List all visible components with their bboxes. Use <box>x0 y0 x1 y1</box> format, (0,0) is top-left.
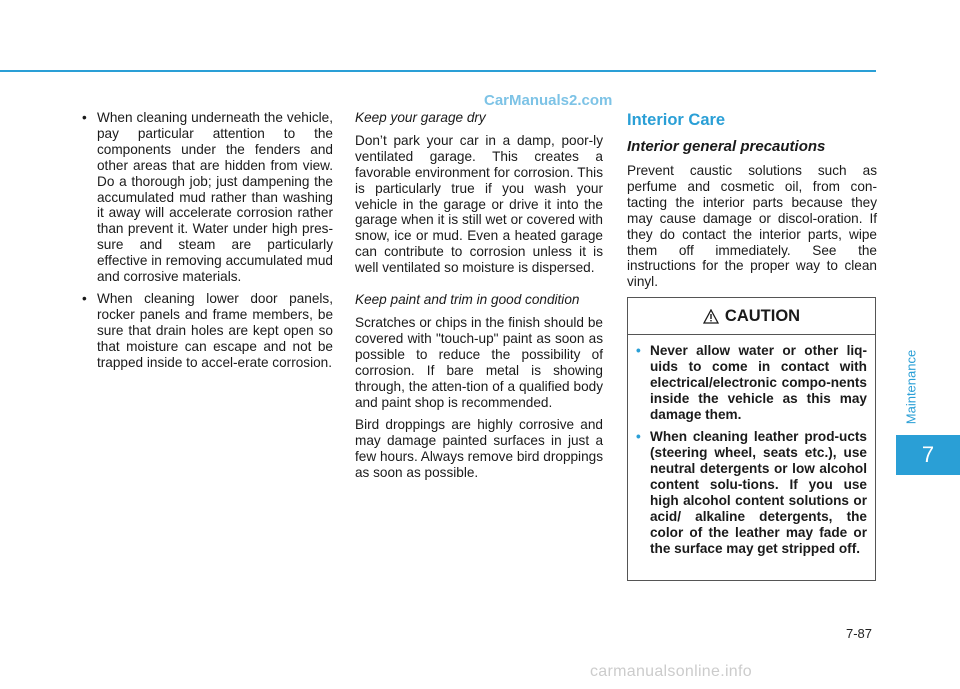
header-rule <box>0 70 876 72</box>
list-item: • When cleaning leather prod-ucts (steering wheel, seats etc.), use neutral detergents or low alcohol content solu-tions. If you use high alcohol content solutions or acid/ alkaline detergents, the color of the leather may fade or the surface may get stripped off. <box>636 429 867 556</box>
caution-box <box>627 297 876 581</box>
bullet-icon: • <box>636 429 641 444</box>
bullet-icon: • <box>82 290 87 306</box>
caution-title: CAUTION <box>724 306 801 325</box>
bullet-icon: • <box>636 343 641 358</box>
watermark-bottom: carmanualsonline.info <box>590 663 752 680</box>
column-middle <box>355 110 603 488</box>
section-subtitle: Interior general precautions <box>627 138 826 155</box>
section-title: Interior Care <box>627 111 726 129</box>
warning-triangle-icon <box>703 309 719 324</box>
paragraph: Don’t park your car in a damp, poor-ly ventilated garage. This creates a favorable environment for corrosion. This is particularly true if you wash your vehicle in the garage or drive it into the garage when it is still wet or covered with snow, ice or mud. Even a heated garage can contribute to corrosion unless it is well ventilated so moisture is dispersed. <box>355 132 603 276</box>
watermark-top: CarManuals2.com <box>484 92 613 109</box>
column-left <box>77 110 333 377</box>
list-item: • When cleaning underneath the vehicle, pay particular attention to the components under the fenders and other areas that are hidden from view. Do a thorough job; just dampening the accumulated mud rather than washing it away will accelerate corrosion rather than prevent it. Water under high pres-sure and steam are particularly effective in removing accumulated mud and corrosive materials. <box>82 110 333 285</box>
bullet-list <box>77 110 333 371</box>
page-number: 7-87 <box>846 626 873 641</box>
paragraph: Scratches or chips in the finish should be covered with "touch-up" paint as soon as possible to reduce the possibility of corrosion. If bare metal is showing through, the atten-tion of a qualified body and paint shop is recommended. <box>355 314 603 410</box>
caution-list <box>628 335 875 557</box>
column-right <box>627 110 877 297</box>
subheading-garage: Keep your garage dry <box>355 110 486 125</box>
paragraph: Prevent caustic solutions such as perfume and cosmetic oil, from con-tacting the interior parts because they may cause damage or discol-oration. If they do contact the interior parts, wipe them off immediately. See the instructions for the proper way to clean vinyl. <box>627 163 877 290</box>
list-item: • Never allow water or other liq-uids to come in contact with electrical/electronic compo-nents inside the vehicle as this may damage them. <box>636 343 867 422</box>
subheading-paint: Keep paint and trim in good condition <box>355 292 580 308</box>
bullet-icon: • <box>82 110 87 125</box>
chapter-side-label: Maintenance <box>903 349 919 425</box>
list-item: • When cleaning lower door panels, rocker panels and frame members, be sure that drain holes are kept open so that moisture can escape and not be trapped inside to accel-erate corrosion. <box>82 290 333 370</box>
chapter-tab: 7 <box>896 435 960 475</box>
caution-header <box>628 298 875 335</box>
paragraph: Bird droppings are highly corrosive and may damage painted surfaces in just a few hours. Always remove bird droppings as soon as possible. <box>355 417 603 481</box>
